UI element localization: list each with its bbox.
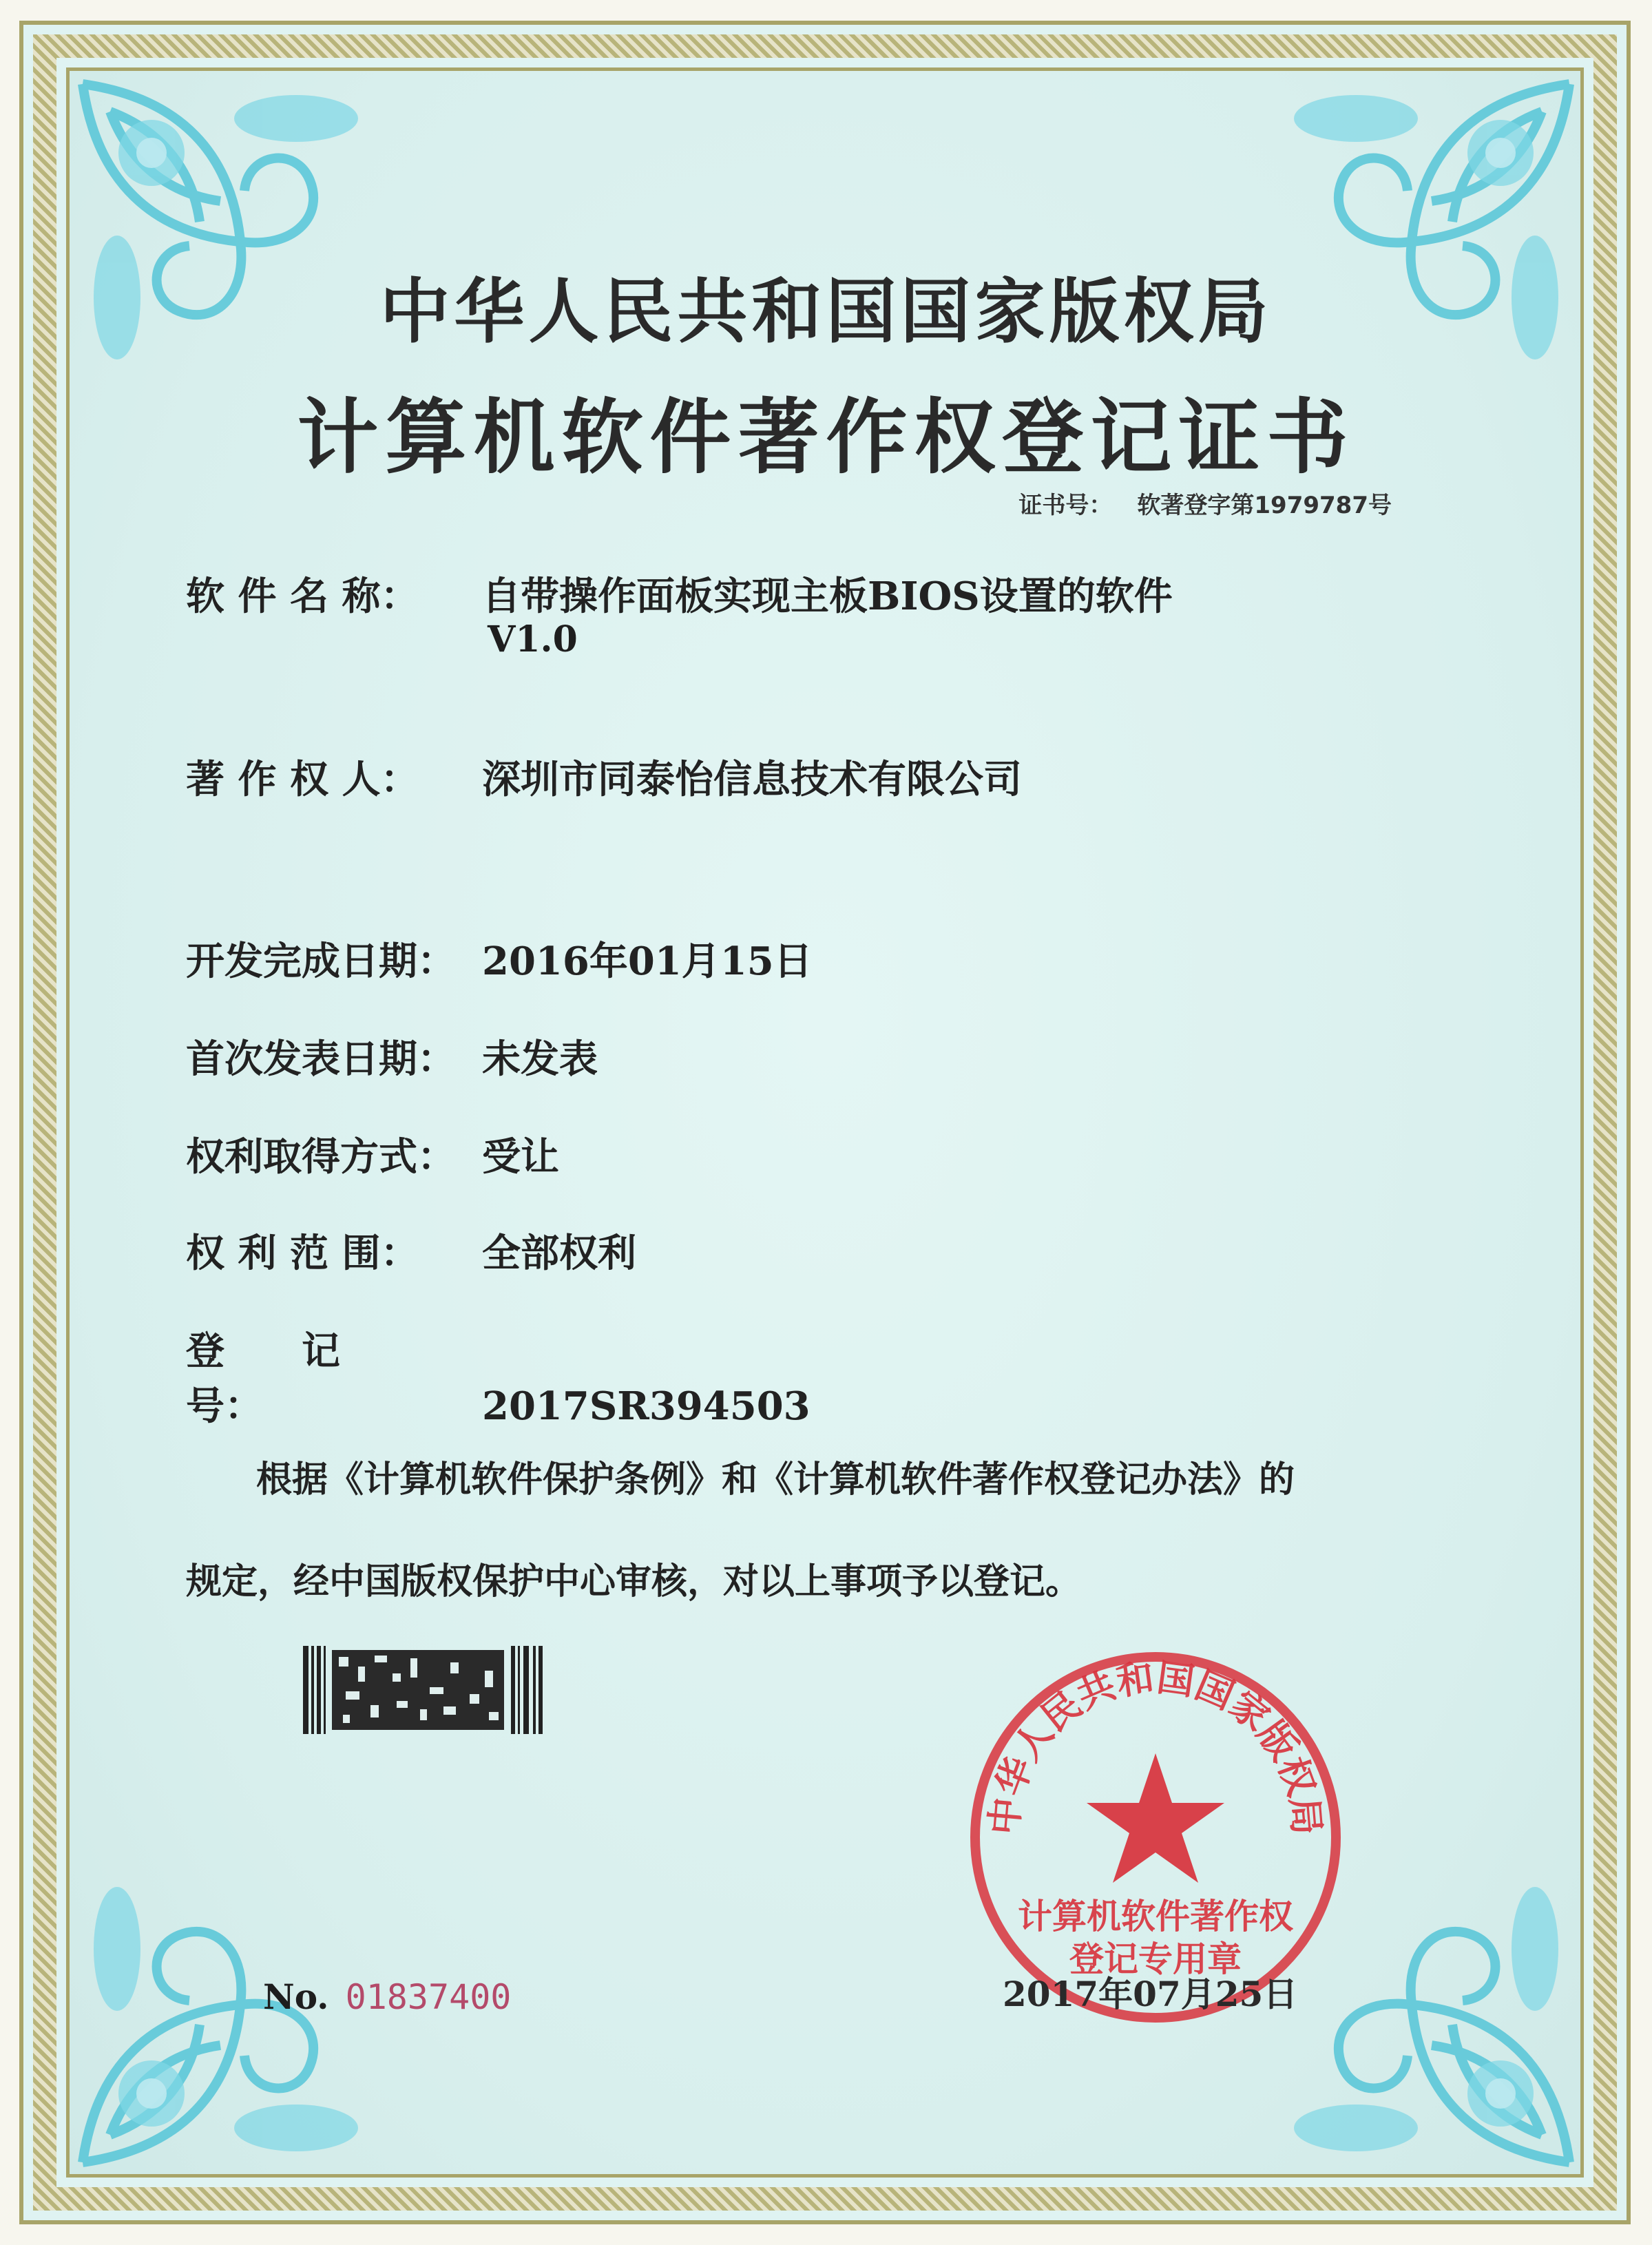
certificate-title: 计算机软件著作权登记证书 xyxy=(297,390,1355,485)
registration-number-row xyxy=(186,1321,811,1431)
acquisition-method-row xyxy=(186,1127,559,1182)
acquisition-method-label: 权利取得方式： xyxy=(186,1135,456,1180)
first-publication-row xyxy=(186,1029,598,1084)
certificate-number-label: 证书号： xyxy=(1018,492,1113,519)
copyright-owner-row xyxy=(186,749,1022,804)
copyright-owner-label: 著 作 权 人： xyxy=(186,758,419,802)
copyright-owner-value: 深圳市同泰怡信息技术有限公司 xyxy=(482,757,1022,802)
rights-scope-label: 权 利 范 围： xyxy=(186,1231,419,1276)
software-version-value: V1.0 xyxy=(488,618,578,660)
completion-date-row xyxy=(186,931,813,986)
serial-number xyxy=(263,1976,511,2017)
star-icon xyxy=(1087,1753,1224,1883)
seal-outer-text: 中华人民共和国国家版权局 xyxy=(982,1656,1329,1837)
software-name-label: 软 件 名 称： xyxy=(186,574,419,619)
software-name-value: 自带操作面板实现主板BIOS设置的软件 xyxy=(482,574,1173,619)
statement-line-2: 规定，经中国版权保护中心审核，对以上事项予以登记。 xyxy=(186,1561,1082,1602)
authority-title: 中华人民共和国国家版权局 xyxy=(379,271,1273,353)
rights-scope-value: 全部权利 xyxy=(482,1231,636,1276)
registration-number-value: 2017SR394503 xyxy=(482,1383,811,1429)
statement-line-1: 根据《计算机软件保护条例》和《计算机软件著作权登记办法》的 xyxy=(256,1459,1295,1501)
first-publication-label: 首次发表日期： xyxy=(186,1037,456,1082)
acquisition-method-value: 受让 xyxy=(482,1134,559,1180)
serial-value: 01837400 xyxy=(345,1977,512,2017)
seal-inner-line-2: 登记专用章 xyxy=(1069,1939,1242,1979)
certificate-number xyxy=(1018,486,1392,520)
certificate-number-value: 软著登字第1979787号 xyxy=(1137,492,1392,519)
rights-scope-row xyxy=(186,1223,636,1278)
barcode-icon xyxy=(303,1646,544,1734)
first-publication-value: 未发表 xyxy=(482,1036,598,1082)
completion-date-value: 2016年01月15日 xyxy=(482,939,813,984)
seal-inner-line-1: 计算机软件著作权 xyxy=(1018,1897,1293,1936)
issue-date: 2017年07月25日 xyxy=(1003,1974,1298,2014)
serial-prefix: No. xyxy=(263,1976,329,2017)
registration-number-label: 登 记 号： xyxy=(186,1329,417,1429)
software-name-row xyxy=(186,566,1173,621)
completion-date-label: 开发完成日期： xyxy=(186,939,456,984)
